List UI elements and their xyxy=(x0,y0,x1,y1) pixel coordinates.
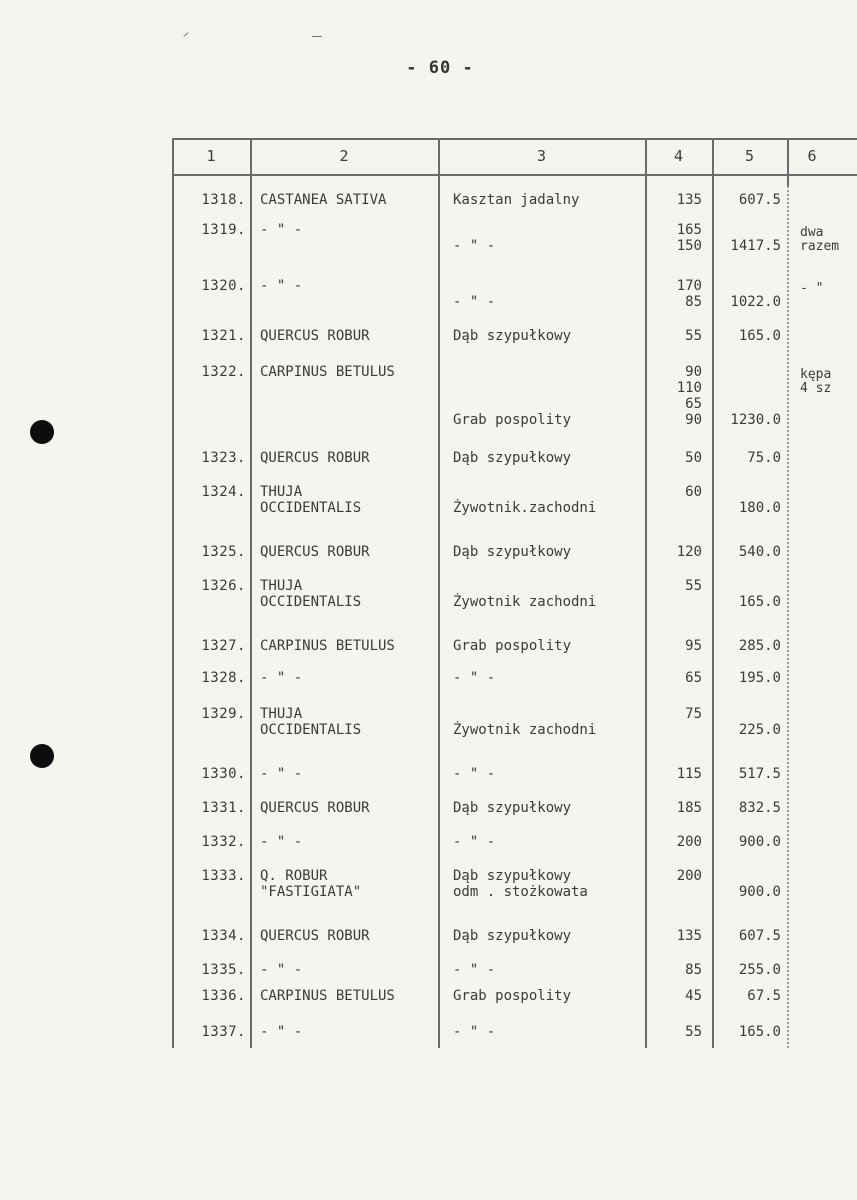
latin-name: QUERCUS ROBUR xyxy=(260,800,370,816)
item-number: 1320. xyxy=(201,278,246,294)
polish-name: Dąb szypułkowy xyxy=(453,450,572,466)
value: 1230.0 xyxy=(730,412,781,428)
polish-name: - " - xyxy=(453,1024,496,1040)
value: 1022.0 xyxy=(730,294,781,310)
item-number: 1336. xyxy=(201,988,246,1004)
punch-hole xyxy=(30,744,54,768)
polish-name: Dąb szypułkowy xyxy=(453,544,572,560)
header-rule xyxy=(172,174,857,176)
item-number: 1337. xyxy=(201,1024,246,1040)
latin-name: QUERCUS ROBUR xyxy=(260,544,370,560)
latin-name: THUJA OCCIDENTALIS xyxy=(260,706,362,738)
item-number: 1334. xyxy=(201,928,246,944)
page-number: - 60 - xyxy=(406,58,474,78)
item-number: 1331. xyxy=(201,800,246,816)
latin-name: - " - xyxy=(260,222,303,238)
polish-name: Dąb szypułkowy odm . stożkowata xyxy=(453,868,588,900)
latin-name: - " - xyxy=(260,1024,303,1040)
diameter: 135 xyxy=(676,192,702,208)
polish-name: Dąb szypułkowy xyxy=(453,328,572,344)
paper-mark xyxy=(312,36,322,37)
latin-name: CARPINUS BETULUS xyxy=(260,988,395,1004)
value: 517.5 xyxy=(738,766,781,782)
polish-name: - " - xyxy=(453,670,496,686)
latin-name: CARPINUS BETULUS xyxy=(260,638,395,654)
diameter: 185 xyxy=(676,800,702,816)
polish-name: - " - xyxy=(453,834,496,850)
remark: - " xyxy=(800,281,824,296)
item-number: 1333. xyxy=(201,868,246,884)
polish-name: - " - xyxy=(453,238,496,254)
diameter: 55 xyxy=(685,1024,702,1040)
value: 607.5 xyxy=(738,928,781,944)
remark: dwa razem xyxy=(800,225,840,254)
item-number: 1321. xyxy=(201,328,246,344)
polish-name: Żywotnik zachodni xyxy=(453,722,597,738)
diameter: 55 xyxy=(685,578,702,594)
value: 180.0 xyxy=(738,500,781,516)
value: 195.0 xyxy=(738,670,781,686)
diameter: 65 xyxy=(685,670,702,686)
polish-name: Grab pospolity xyxy=(453,412,572,428)
diameter: 165 150 xyxy=(676,222,702,254)
column-header: 2 xyxy=(339,147,349,165)
diameter: 95 xyxy=(685,638,702,654)
column-rule xyxy=(787,186,789,1048)
polish-name: Kasztan jadalny xyxy=(453,192,580,208)
diameter: 45 xyxy=(685,988,702,1004)
value: 67.5 xyxy=(747,988,781,1004)
polish-name: Dąb szypułkowy xyxy=(453,928,572,944)
latin-name: THUJA OCCIDENTALIS xyxy=(260,578,362,610)
item-number: 1323. xyxy=(201,450,246,466)
polish-name: Grab pospolity xyxy=(453,638,572,654)
item-number: 1326. xyxy=(201,578,246,594)
item-number: 1329. xyxy=(201,706,246,722)
item-number: 1324. xyxy=(201,484,246,500)
latin-name: THUJA OCCIDENTALIS xyxy=(260,484,362,516)
latin-name: CASTANEA SATIVA xyxy=(260,192,387,208)
polish-name: Dąb szypułkowy xyxy=(453,800,572,816)
diameter: 200 xyxy=(676,834,702,850)
value: 607.5 xyxy=(738,192,781,208)
latin-name: - " - xyxy=(260,278,303,294)
diameter: 55 xyxy=(685,328,702,344)
item-number: 1328. xyxy=(201,670,246,686)
latin-name: QUERCUS ROBUR xyxy=(260,328,370,344)
punch-hole xyxy=(30,420,54,444)
latin-name: CARPINUS BETULUS xyxy=(260,364,395,380)
value: 900.0 xyxy=(738,884,781,900)
tree-inventory-table xyxy=(172,138,857,1048)
column-header: 3 xyxy=(536,147,547,165)
value: 165.0 xyxy=(738,594,781,610)
diameter: 50 xyxy=(685,450,702,466)
latin-name: - " - xyxy=(260,766,303,782)
polish-name: - " - xyxy=(453,766,496,782)
column-rule xyxy=(172,138,174,1048)
value: 900.0 xyxy=(738,834,781,850)
item-number: 1322. xyxy=(201,364,246,380)
item-number: 1319. xyxy=(201,222,246,238)
item-number: 1325. xyxy=(201,544,246,560)
value: 165.0 xyxy=(738,328,781,344)
latin-name: - " - xyxy=(260,962,303,978)
value: 255.0 xyxy=(738,962,781,978)
column-header: 5 xyxy=(744,147,755,165)
latin-name: QUERCUS ROBUR xyxy=(260,928,370,944)
polish-name: Żywotnik.zachodni xyxy=(453,500,597,516)
column-header: 1 xyxy=(206,147,216,165)
diameter: 170 85 xyxy=(676,278,702,310)
diameter: 115 xyxy=(676,766,702,782)
value: 832.5 xyxy=(738,800,781,816)
item-number: 1335. xyxy=(201,962,246,978)
latin-name: Q. ROBUR "FASTIGIATA" xyxy=(260,868,362,900)
value: 1417.5 xyxy=(730,238,781,254)
item-number: 1330. xyxy=(201,766,246,782)
diameter: 75 xyxy=(685,706,702,722)
latin-name: - " - xyxy=(260,670,303,686)
diameter: 200 xyxy=(676,868,702,884)
diameter: 120 xyxy=(676,544,702,560)
column-header: 6 xyxy=(807,147,817,165)
polish-name: Grab pospolity xyxy=(453,988,572,1004)
value: 285.0 xyxy=(738,638,781,654)
value: 225.0 xyxy=(738,722,781,738)
diameter: 135 xyxy=(676,928,702,944)
column-header: 4 xyxy=(673,147,684,165)
latin-name: QUERCUS ROBUR xyxy=(260,450,370,466)
polish-name: - " - xyxy=(453,962,496,978)
item-number: 1327. xyxy=(201,638,246,654)
value: 540.0 xyxy=(738,544,781,560)
diameter: 85 xyxy=(685,962,702,978)
column-rule xyxy=(712,138,714,1048)
item-number: 1318. xyxy=(201,192,246,208)
value: 165.0 xyxy=(738,1024,781,1040)
remark: kępa 4 sz xyxy=(800,367,832,396)
item-number: 1332. xyxy=(201,834,246,850)
diameter: 90 110 65 90 xyxy=(676,364,702,428)
polish-name: - " - xyxy=(453,294,496,310)
paper-mark xyxy=(183,32,188,37)
column-rule xyxy=(250,138,252,1048)
value: 75.0 xyxy=(747,450,781,466)
diameter: 60 xyxy=(685,484,702,500)
table-top-rule xyxy=(172,138,857,140)
column-rule xyxy=(645,138,647,1048)
latin-name: - " - xyxy=(260,834,303,850)
polish-name: Żywotnik zachodni xyxy=(453,594,597,610)
